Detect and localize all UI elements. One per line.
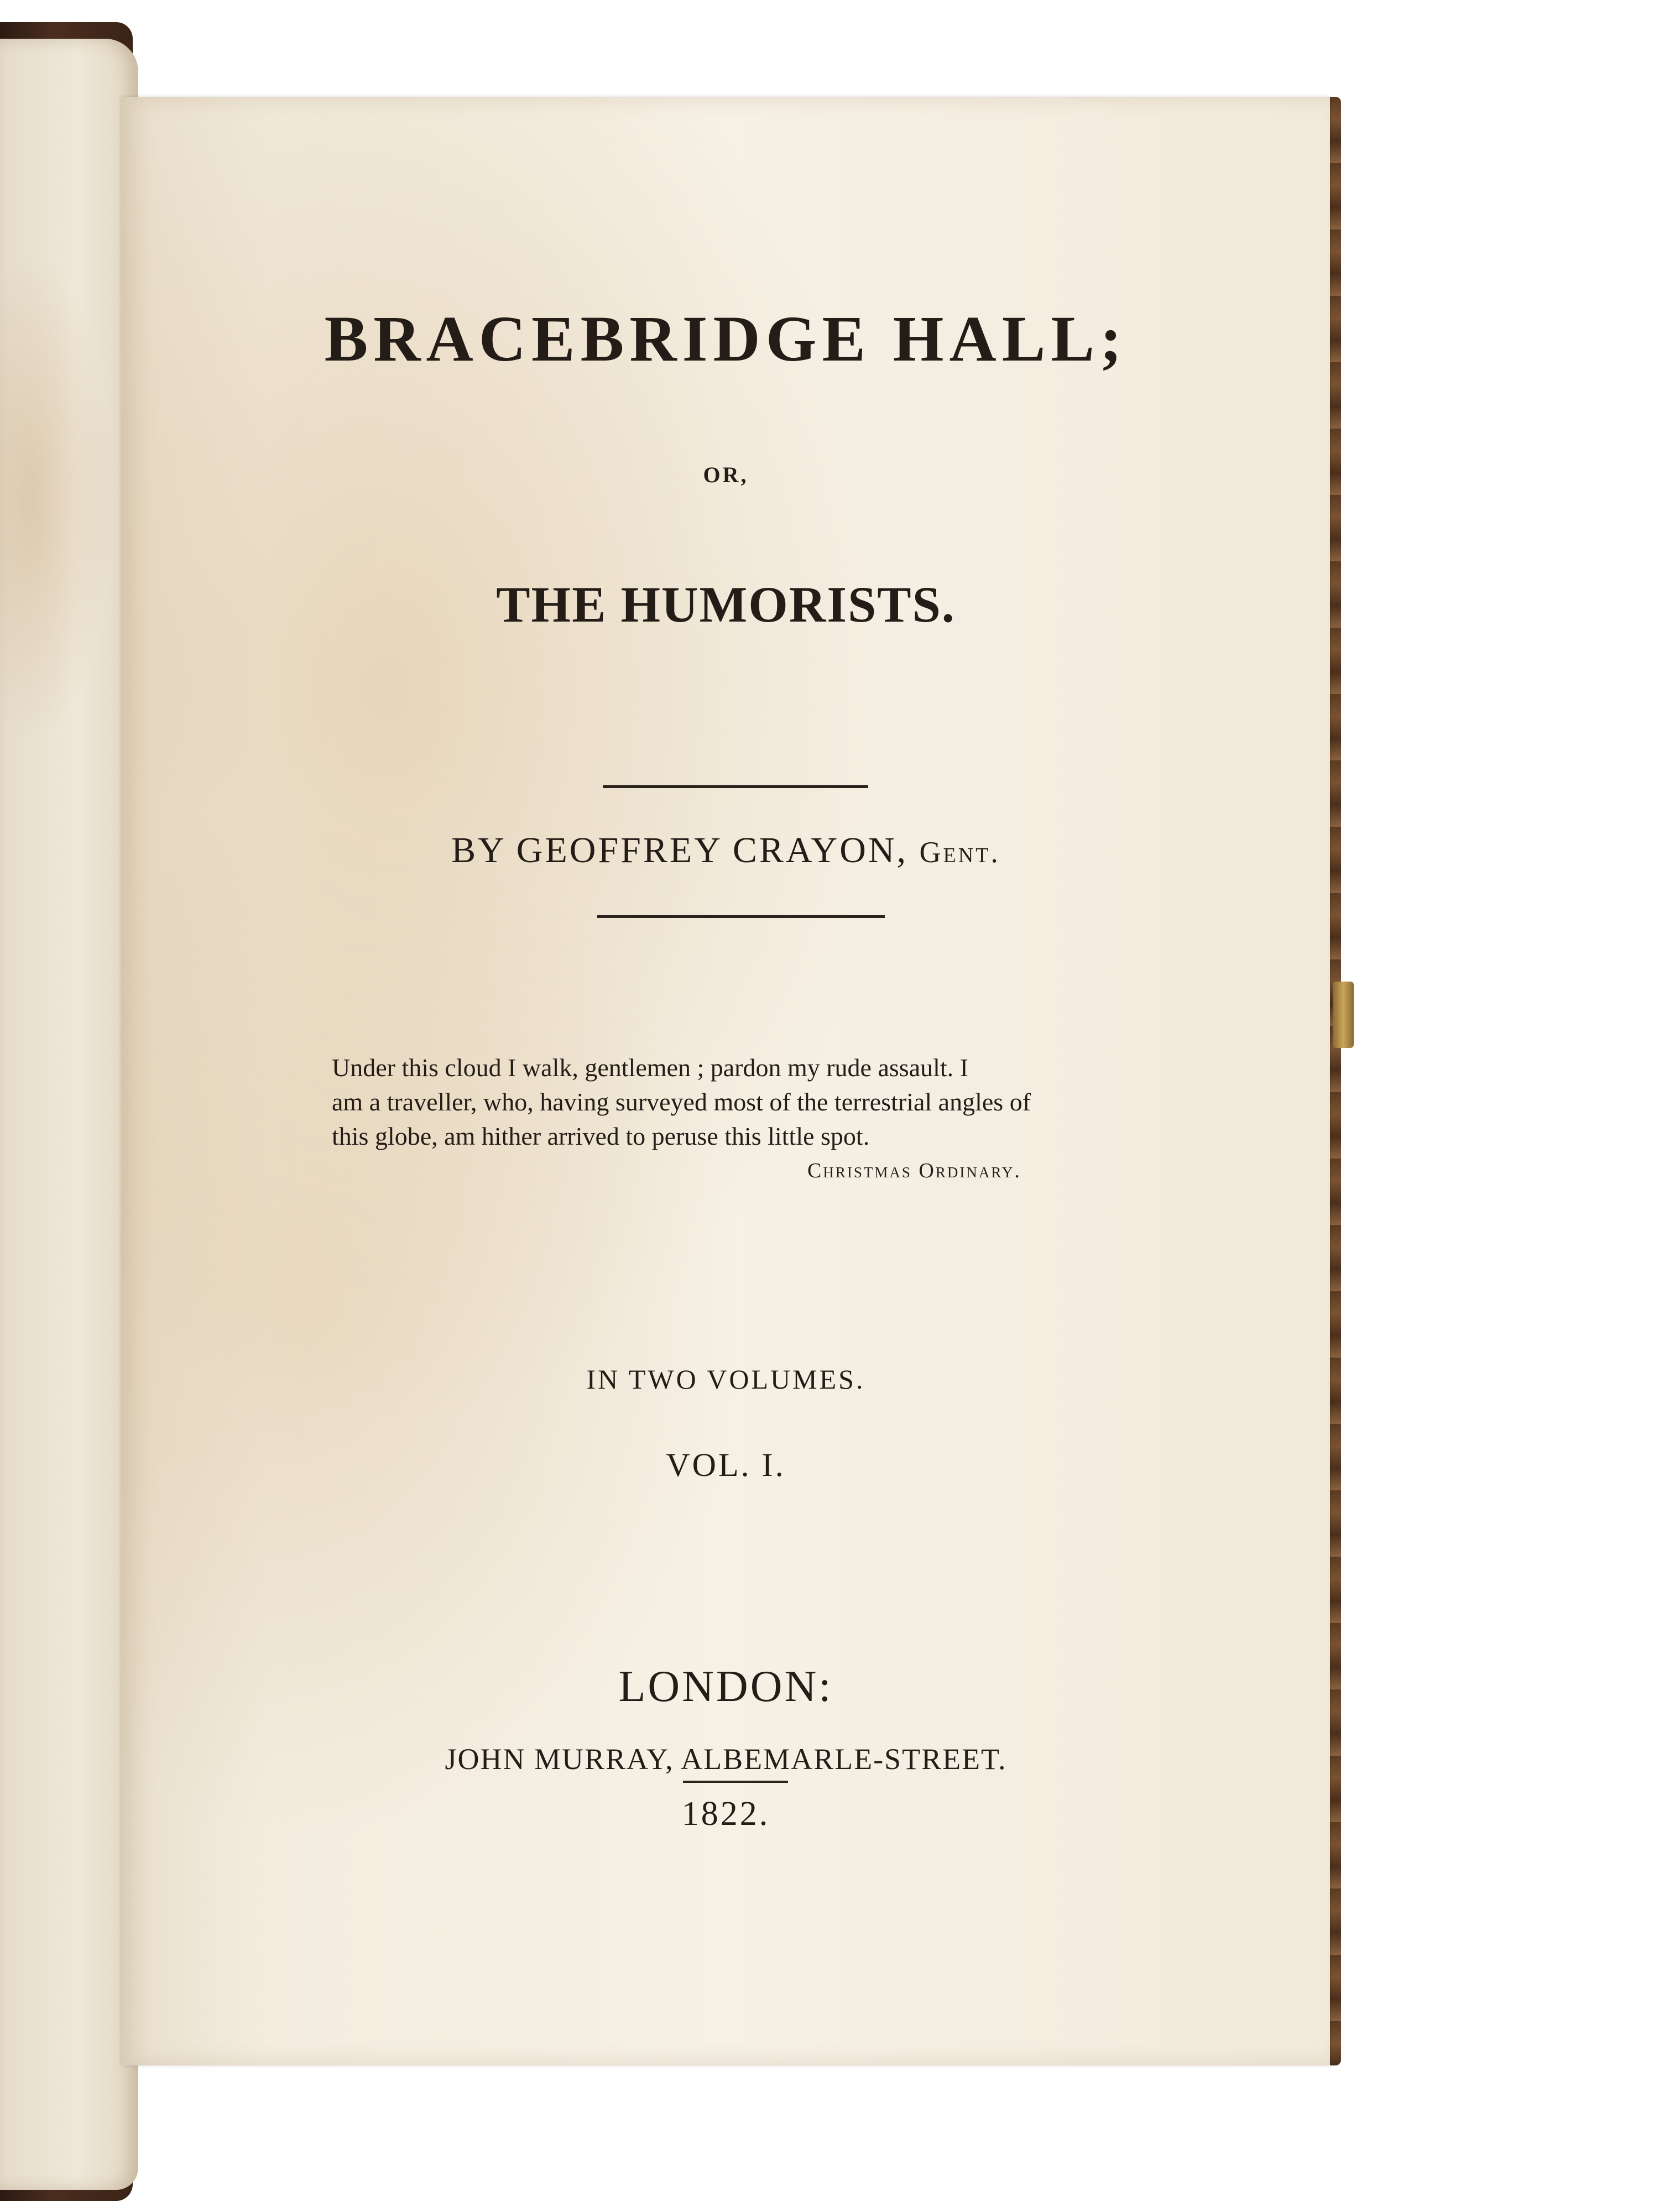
- imprint-city: LONDON:: [618, 1662, 833, 1711]
- epigraph-line: am a traveller, who, having surveyed most of the terrestrial angles of: [332, 1088, 1031, 1116]
- epigraph: [332, 1051, 1239, 1154]
- book-title: BRACEBRIDGE HALL;: [324, 302, 1128, 375]
- imprint-year: 1822.: [681, 1795, 770, 1833]
- rule-below-author: [597, 915, 885, 918]
- rule-above-author: [603, 785, 868, 788]
- foxing-stain: [0, 249, 111, 747]
- title-page: [122, 97, 1330, 2065]
- book-subtitle: THE HUMORISTS.: [496, 576, 956, 633]
- epigraph-line: this globe, am hither arrived to peruse this little spot.: [332, 1122, 870, 1150]
- book-clasp: [1333, 982, 1354, 1048]
- title-conjunction: OR,: [703, 462, 749, 487]
- epigraph-line: Under this cloud I walk, gentlemen ; pardon my rude assault. I: [332, 1053, 968, 1082]
- rule-above-year: [683, 1781, 788, 1783]
- author-line: [122, 830, 1330, 872]
- volume-number: VOL. I.: [666, 1447, 786, 1483]
- left-page: [0, 39, 138, 2190]
- author-title: Gent.: [919, 836, 1000, 869]
- imprint-publisher: JOHN MURRAY, ALBEMARLE-STREET.: [445, 1743, 1007, 1776]
- volumes-note: IN TWO VOLUMES.: [586, 1364, 865, 1395]
- epigraph-attribution: Christmas Ordinary.: [807, 1159, 1021, 1182]
- author-name: BY GEOFFREY CRAYON,: [451, 830, 909, 870]
